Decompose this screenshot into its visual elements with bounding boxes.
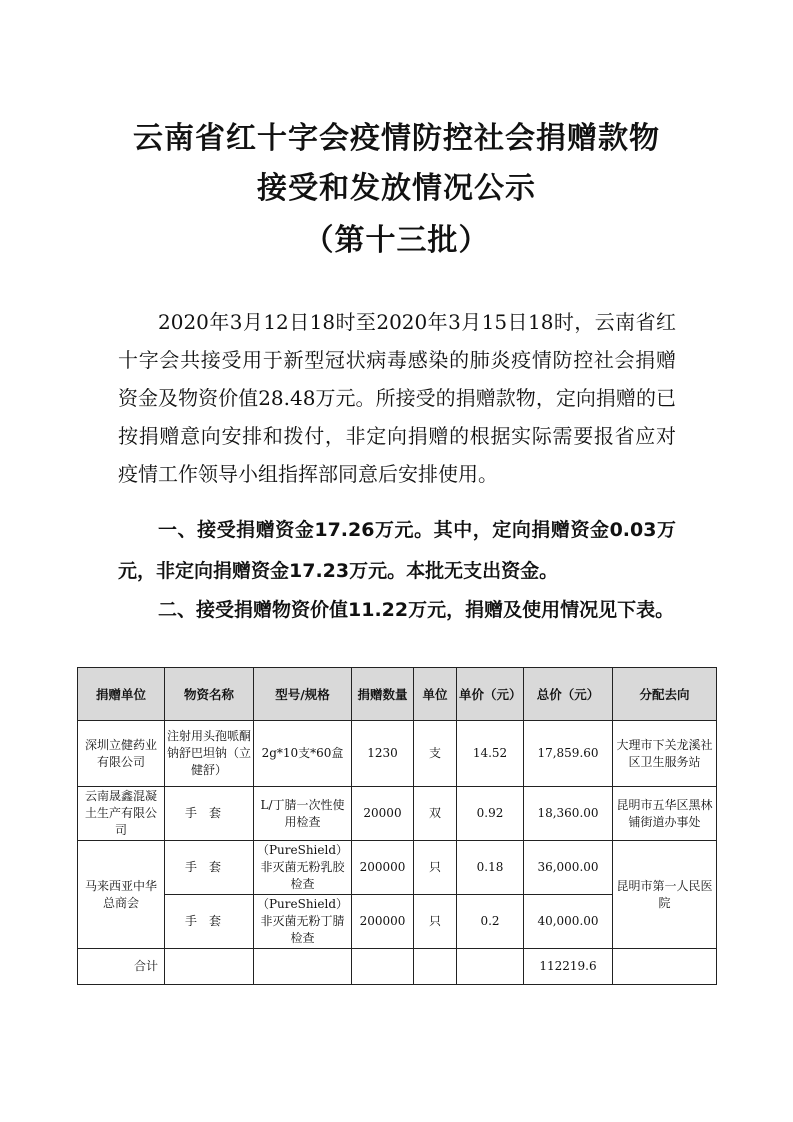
cell-total: 17,859.60 <box>524 721 613 787</box>
cell-donor: 深圳立健药业有限公司 <box>78 721 165 787</box>
table-row <box>78 787 717 841</box>
table-total-row <box>78 949 717 985</box>
intro-paragraph: 2020年3月12日18时至2020年3月15日18时，云南省红十字会共接受用于新型冠状病毒感染的肺炎疫情防控社会捐赠资金及物资价值28.48万元。所接受的捐赠款物，定向捐赠的已按捐赠意向安排和拨付，非定向捐赠的根据实际需要报省应对疫情工作领导小组指挥部同意后安排使用。 <box>118 310 676 486</box>
cell-destination: 昆明市第一人民医院 <box>613 841 717 949</box>
cell-total: 40,000.00 <box>524 895 613 949</box>
header-price: 单价（元） <box>457 668 524 721</box>
header-total: 总价（元） <box>524 668 613 721</box>
cell-unit: 双 <box>414 787 457 841</box>
cell-qty: 1230 <box>352 721 414 787</box>
title-line-3: （第十三批） <box>303 223 490 258</box>
cell-price: 0.92 <box>457 787 524 841</box>
cell-item: 手套 <box>165 841 254 895</box>
cell-spec: （PureShield）非灭菌无粉乳胶检查 <box>254 841 352 895</box>
cell-unit: 只 <box>414 841 457 895</box>
cell-spec: （PureShield）非灭菌无粉丁腈检查 <box>254 895 352 949</box>
total-value: 112219.6 <box>524 949 613 985</box>
cell-destination: 昆明市五华区黑林铺街道办事处 <box>613 787 717 841</box>
cell-price: 14.52 <box>457 721 524 787</box>
cell-donor: 马来西亚中华总商会 <box>78 841 165 949</box>
header-destination: 分配去向 <box>613 668 717 721</box>
donation-table <box>77 667 717 985</box>
cell-spec: 2g*10支*60盒 <box>254 721 352 787</box>
header-spec: 型号/规格 <box>254 668 352 721</box>
header-qty: 捐赠数量 <box>352 668 414 721</box>
cell-qty: 200000 <box>352 895 414 949</box>
cell-total: 36,000.00 <box>524 841 613 895</box>
cell-spec: L/丁腈一次性使用检查 <box>254 787 352 841</box>
section-1-paragraph: 一、接受捐赠资金17.26万元。其中，定向捐赠资金0.03万元，非定向捐赠资金17.23万元。本批无支出资金。 <box>118 519 676 582</box>
header-item: 物资名称 <box>165 668 254 721</box>
total-label: 合计 <box>78 949 165 985</box>
table-header-row <box>78 668 717 721</box>
table-row <box>78 841 717 895</box>
cell-unit: 只 <box>414 895 457 949</box>
table-row <box>78 721 717 787</box>
header-unit: 单位 <box>414 668 457 721</box>
cell-item: 手套 <box>165 787 254 841</box>
header-donor: 捐赠单位 <box>78 668 165 721</box>
cell-price: 0.18 <box>457 841 524 895</box>
cell-item: 注射用头孢哌酮钠舒巴坦钠（立健舒） <box>165 721 254 787</box>
cell-total: 18,360.00 <box>524 787 613 841</box>
cell-destination: 大理市下关龙溪社区卫生服务站 <box>613 721 717 787</box>
cell-qty: 20000 <box>352 787 414 841</box>
cell-donor: 云南晟鑫混凝土生产有限公司 <box>78 787 165 841</box>
cell-unit: 支 <box>414 721 457 787</box>
cell-price: 0.2 <box>457 895 524 949</box>
title-line-1: 云南省红十字会疫情防控社会捐赠款物 <box>133 121 660 156</box>
cell-item: 手套 <box>165 895 254 949</box>
section-2-paragraph: 二、接受捐赠物资价值11.22万元，捐赠及使用情况见下表。 <box>158 599 675 621</box>
title-line-2: 接受和发放情况公示 <box>257 171 536 206</box>
cell-qty: 200000 <box>352 841 414 895</box>
